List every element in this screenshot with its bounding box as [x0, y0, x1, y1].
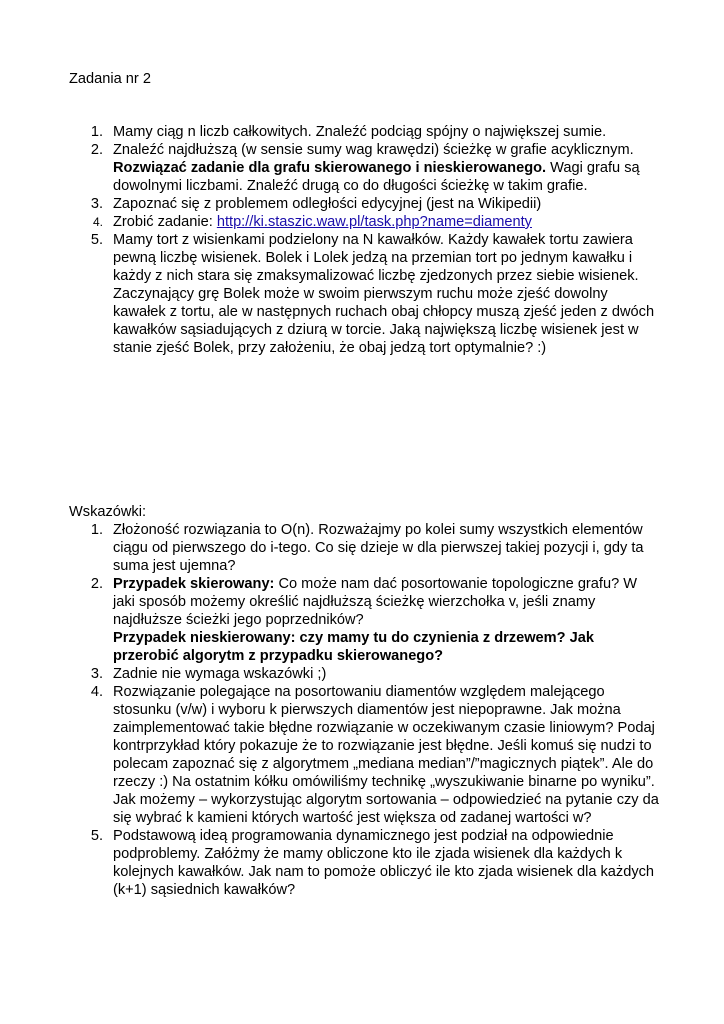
- task-text: Zapoznać się z problemem odległości edycyjnej (jest na Wikipedii): [113, 196, 542, 212]
- hint-text: Złożoność rozwiązania to O(n). Rozważajmy po kolei sumy wszystkich elementów ciągu od pierwszego do i-tego. Co się dzieje w dla pierwszej takiej pozycji i, gdy ta suma jest ujemna?: [113, 522, 644, 574]
- task-item-4: [69, 213, 659, 231]
- page-title: Zadania nr 2: [69, 71, 151, 87]
- hint-item-4: [69, 683, 659, 827]
- hint-item-3: [69, 665, 659, 683]
- task-item-1: [69, 123, 659, 141]
- hint-item-1: [69, 521, 659, 575]
- hint-bold-text: Przypadek nieskierowany: czy mamy tu do czynienia z drzewem? Jak przerobić algorytm z przypadku skierowanego?: [113, 630, 594, 664]
- task-number: 1.: [90, 124, 103, 140]
- hint-text: Zadnie nie wymaga wskazówki ;): [113, 666, 327, 682]
- task-text-part: Znaleźć najdłuższą (w sensie sumy wag krawędzi) ścieżkę w grafie acyklicznym.: [113, 142, 634, 158]
- hints-heading: Wskazówki:: [69, 504, 147, 520]
- hint-number: 2.: [90, 576, 103, 592]
- task-list: [69, 123, 659, 357]
- hint-list: [69, 521, 659, 899]
- task-text: [113, 213, 659, 231]
- task-item-2: [69, 141, 659, 195]
- task-bold-text: Rozwiązać zadanie dla grafu skierowanego i nieskierowanego.: [113, 160, 547, 176]
- task-number: 3.: [90, 196, 103, 212]
- hint-item-2: [69, 575, 659, 665]
- task-number: 4.: [92, 215, 103, 229]
- task-text: Mamy ciąg n liczb całkowitych. Znaleźć podciąg spójny o największej sumie.: [113, 124, 607, 140]
- task-link[interactable]: http://ki.staszic.waw.pl/task.php?name=diamenty: [216, 214, 532, 230]
- task-item-5: [69, 231, 659, 357]
- task-text: Mamy tort z wisienkami podzielony na N kawałków. Każdy kawałek tortu zawiera pewną liczbę wisienek. Bolek i Lolek jedzą na przemian tort po jednym kawałku i każdy z nich stara się zmaksymalizować liczbę zjedzonych przez siebie wisienek. Zaczynający grę Bolek może w swoim pierwszym ruchu może zjeść dowolny kawałek z tortu, ale w następnych ruchach obaj chłopcy muszą zjeść jeden z dwóch kawałków sąsiadujących z dziurą w torcie. Jaką największą liczbę wisienek jest w stanie zjeść Bolek, przy założeniu, że obaj jedzą tort optymalnie? :): [113, 232, 655, 356]
- hint-text: [113, 575, 659, 665]
- task-item-3: [69, 195, 659, 213]
- hint-number: 5.: [90, 828, 103, 844]
- hint-item-5: [69, 827, 659, 899]
- task-number: 5.: [90, 232, 103, 248]
- hint-number: 3.: [90, 666, 103, 682]
- task-text-part: Wagi grafu są dowolnymi liczbami. Znaleźć drugą co do długości ścieżkę w takim grafie.: [113, 160, 640, 194]
- hint-number: 1.: [90, 522, 103, 538]
- task-number: 2.: [90, 142, 103, 158]
- hint-number: 4.: [90, 684, 103, 700]
- hint-text: Podstawową ideą programowania dynamicznego jest podział na odpowiednie podproblemy. Załóżmy że mamy obliczone kto ile zjada wisienek dla każdych k kolejnych kawałków. Jak nam to pomoże obliczyć ile kto zjada wisienek dla każdych (k+1) sąsiednich kawałków?: [113, 828, 655, 898]
- task-text-part: Zrobić zadanie:: [113, 214, 217, 230]
- hint-text-part: Co może nam dać posortowanie topologiczne grafu? W jaki sposób możemy określić najdłuższą ścieżkę wierzchołka v, jeśli znamy najdłuższe ścieżki jego poprzedników?: [113, 576, 638, 628]
- hint-text: Rozwiązanie polegające na posortowaniu diamentów względem malejącego stosunku (v/w) i wyboru k pierwszych diamentów jest niepoprawne. Jak można zaimplementować takie błędne rozwiązanie w oczekiwanym czasie liniowym? Podaj kontrprzykład który pokazuje że to rozwiązanie jest błędne. Jeśli komuś się nudzi to polecam zapoznać się z algorytmem „mediana median”/”magicznych piątek”. Ale do rzeczy :) Na ostatnim kółku omówiliśmy technikę „wyszukiwanie binarne po wyniku”. Jak możemy – wykorzystując algorytm sortowania – odpowiedzieć na pytanie czy da się wybrać k kamieni których wartość jest większa od zadanej wartości w?: [113, 684, 659, 826]
- hint-bold-text: Przypadek skierowany:: [113, 576, 275, 592]
- task-text: [113, 141, 659, 195]
